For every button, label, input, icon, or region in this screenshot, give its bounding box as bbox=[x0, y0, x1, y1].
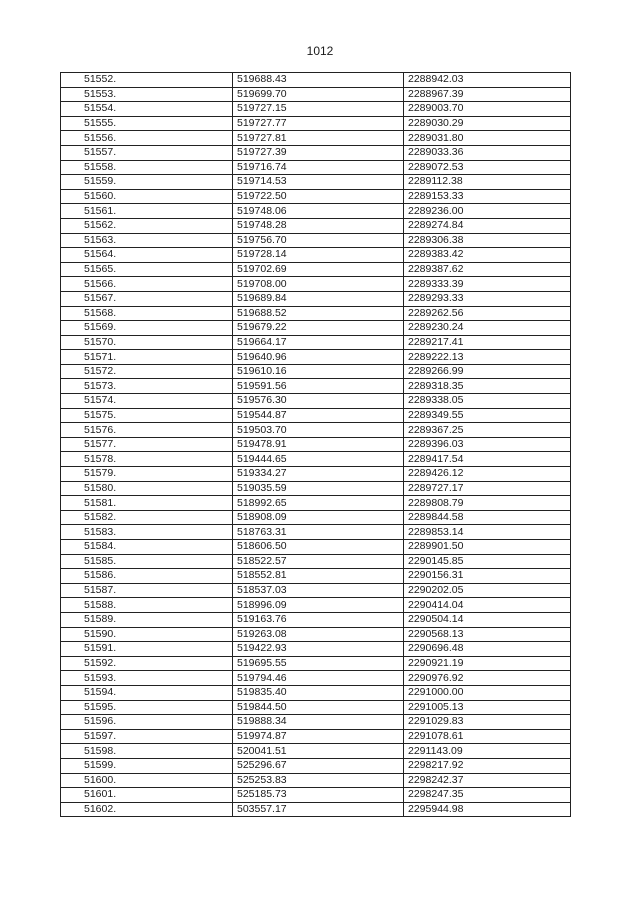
easting-cell: 519163.76 bbox=[233, 612, 404, 627]
easting-cell: 519444.65 bbox=[233, 452, 404, 467]
northing-cell: 2289387.62 bbox=[404, 262, 571, 277]
table-row bbox=[61, 350, 571, 365]
northing-cell: 2289003.70 bbox=[404, 102, 571, 117]
easting-cell: 519722.50 bbox=[233, 189, 404, 204]
table-row bbox=[61, 627, 571, 642]
easting-cell: 519835.40 bbox=[233, 685, 404, 700]
northing-cell: 2290145.85 bbox=[404, 554, 571, 569]
point-number-cell: 51575. bbox=[61, 408, 233, 423]
table-row bbox=[61, 583, 571, 598]
northing-cell: 2289153.33 bbox=[404, 189, 571, 204]
northing-cell: 2298217.92 bbox=[404, 758, 571, 773]
table-row bbox=[61, 671, 571, 686]
point-number-cell: 51565. bbox=[61, 262, 233, 277]
table-row bbox=[61, 715, 571, 730]
northing-cell: 2289217.41 bbox=[404, 335, 571, 350]
northing-cell: 2289844.58 bbox=[404, 510, 571, 525]
northing-cell: 2289274.84 bbox=[404, 218, 571, 233]
table-row bbox=[61, 656, 571, 671]
table-row bbox=[61, 744, 571, 759]
table-row bbox=[61, 102, 571, 117]
point-number-cell: 51569. bbox=[61, 321, 233, 336]
point-number-cell: 51594. bbox=[61, 685, 233, 700]
point-number-cell: 51554. bbox=[61, 102, 233, 117]
northing-cell: 2289727.17 bbox=[404, 481, 571, 496]
easting-cell: 519727.77 bbox=[233, 116, 404, 131]
northing-cell: 2289338.05 bbox=[404, 394, 571, 409]
easting-cell: 519702.69 bbox=[233, 262, 404, 277]
table-row bbox=[61, 554, 571, 569]
point-number-cell: 51561. bbox=[61, 204, 233, 219]
easting-cell: 519610.16 bbox=[233, 364, 404, 379]
easting-cell: 519748.28 bbox=[233, 218, 404, 233]
table-row bbox=[61, 306, 571, 321]
table-row bbox=[61, 262, 571, 277]
point-number-cell: 51590. bbox=[61, 627, 233, 642]
table-row bbox=[61, 525, 571, 540]
point-number-cell: 51573. bbox=[61, 379, 233, 394]
table-row bbox=[61, 335, 571, 350]
northing-cell: 2298247.35 bbox=[404, 788, 571, 803]
easting-cell: 503557.17 bbox=[233, 802, 404, 817]
northing-cell: 2289396.03 bbox=[404, 437, 571, 452]
easting-cell: 519591.56 bbox=[233, 379, 404, 394]
easting-cell: 519756.70 bbox=[233, 233, 404, 248]
easting-cell: 519708.00 bbox=[233, 277, 404, 292]
northing-cell: 2289236.00 bbox=[404, 204, 571, 219]
point-number-cell: 51564. bbox=[61, 248, 233, 263]
point-number-cell: 51601. bbox=[61, 788, 233, 803]
easting-cell: 518763.31 bbox=[233, 525, 404, 540]
table-row bbox=[61, 598, 571, 613]
table-row bbox=[61, 496, 571, 511]
easting-cell: 519714.53 bbox=[233, 175, 404, 190]
northing-cell: 2289318.35 bbox=[404, 379, 571, 394]
table-row bbox=[61, 510, 571, 525]
easting-cell: 519334.27 bbox=[233, 467, 404, 482]
northing-cell: 2289030.29 bbox=[404, 116, 571, 131]
table-row bbox=[61, 364, 571, 379]
easting-cell: 519748.06 bbox=[233, 204, 404, 219]
table-row bbox=[61, 175, 571, 190]
easting-cell: 518992.65 bbox=[233, 496, 404, 511]
northing-cell: 2289033.36 bbox=[404, 145, 571, 160]
northing-cell: 2289417.54 bbox=[404, 452, 571, 467]
point-number-cell: 51562. bbox=[61, 218, 233, 233]
table-row bbox=[61, 233, 571, 248]
northing-cell: 2289808.79 bbox=[404, 496, 571, 511]
easting-cell: 519422.93 bbox=[233, 642, 404, 657]
table-row bbox=[61, 481, 571, 496]
table-row bbox=[61, 685, 571, 700]
point-number-cell: 51556. bbox=[61, 131, 233, 146]
point-number-cell: 51552. bbox=[61, 73, 233, 88]
easting-cell: 519544.87 bbox=[233, 408, 404, 423]
point-number-cell: 51583. bbox=[61, 525, 233, 540]
table-row bbox=[61, 569, 571, 584]
point-number-cell: 51593. bbox=[61, 671, 233, 686]
northing-cell: 2289266.99 bbox=[404, 364, 571, 379]
northing-cell: 2289222.13 bbox=[404, 350, 571, 365]
northing-cell: 2289853.14 bbox=[404, 525, 571, 540]
point-number-cell: 51580. bbox=[61, 481, 233, 496]
table-row bbox=[61, 321, 571, 336]
point-number-cell: 51596. bbox=[61, 715, 233, 730]
table-row bbox=[61, 802, 571, 817]
easting-cell: 519503.70 bbox=[233, 423, 404, 438]
northing-cell: 2288942.03 bbox=[404, 73, 571, 88]
easting-cell: 520041.51 bbox=[233, 744, 404, 759]
table-row bbox=[61, 423, 571, 438]
easting-cell: 519716.74 bbox=[233, 160, 404, 175]
table-row bbox=[61, 277, 571, 292]
easting-cell: 518606.50 bbox=[233, 540, 404, 555]
northing-cell: 2289367.25 bbox=[404, 423, 571, 438]
northing-cell: 2290202.05 bbox=[404, 583, 571, 598]
northing-cell: 2289112.38 bbox=[404, 175, 571, 190]
point-number-cell: 51560. bbox=[61, 189, 233, 204]
easting-cell: 519679.22 bbox=[233, 321, 404, 336]
easting-cell: 518996.09 bbox=[233, 598, 404, 613]
point-number-cell: 51595. bbox=[61, 700, 233, 715]
northing-cell: 2291078.61 bbox=[404, 729, 571, 744]
easting-cell: 519695.55 bbox=[233, 656, 404, 671]
northing-cell: 2298242.37 bbox=[404, 773, 571, 788]
northing-cell: 2289031.80 bbox=[404, 131, 571, 146]
easting-cell: 525253.83 bbox=[233, 773, 404, 788]
point-number-cell: 51558. bbox=[61, 160, 233, 175]
point-number-cell: 51567. bbox=[61, 291, 233, 306]
easting-cell: 519727.39 bbox=[233, 145, 404, 160]
table-row bbox=[61, 248, 571, 263]
easting-cell: 525185.73 bbox=[233, 788, 404, 803]
northing-cell: 2290504.14 bbox=[404, 612, 571, 627]
point-number-cell: 51570. bbox=[61, 335, 233, 350]
easting-cell: 518522.57 bbox=[233, 554, 404, 569]
point-number-cell: 51581. bbox=[61, 496, 233, 511]
easting-cell: 519688.52 bbox=[233, 306, 404, 321]
table-row bbox=[61, 87, 571, 102]
table-row bbox=[61, 408, 571, 423]
northing-cell: 2289072.53 bbox=[404, 160, 571, 175]
northing-cell: 2290696.48 bbox=[404, 642, 571, 657]
northing-cell: 2289901.50 bbox=[404, 540, 571, 555]
northing-cell: 2289426.12 bbox=[404, 467, 571, 482]
table-row bbox=[61, 642, 571, 657]
easting-cell: 519576.30 bbox=[233, 394, 404, 409]
easting-cell: 519689.84 bbox=[233, 291, 404, 306]
northing-cell: 2290156.31 bbox=[404, 569, 571, 584]
point-number-cell: 51599. bbox=[61, 758, 233, 773]
easting-cell: 519640.96 bbox=[233, 350, 404, 365]
northing-cell: 2288967.39 bbox=[404, 87, 571, 102]
northing-cell: 2295944.98 bbox=[404, 802, 571, 817]
easting-cell: 519888.34 bbox=[233, 715, 404, 730]
easting-cell: 519688.43 bbox=[233, 73, 404, 88]
northing-cell: 2291143.09 bbox=[404, 744, 571, 759]
northing-cell: 2289306.38 bbox=[404, 233, 571, 248]
table-row bbox=[61, 160, 571, 175]
point-number-cell: 51588. bbox=[61, 598, 233, 613]
table-row bbox=[61, 773, 571, 788]
table-row bbox=[61, 291, 571, 306]
point-number-cell: 51572. bbox=[61, 364, 233, 379]
northing-cell: 2289293.33 bbox=[404, 291, 571, 306]
easting-cell: 519263.08 bbox=[233, 627, 404, 642]
easting-cell: 519699.70 bbox=[233, 87, 404, 102]
table-row bbox=[61, 189, 571, 204]
easting-cell: 518537.03 bbox=[233, 583, 404, 598]
northing-cell: 2289383.42 bbox=[404, 248, 571, 263]
table-row bbox=[61, 394, 571, 409]
point-number-cell: 51576. bbox=[61, 423, 233, 438]
table-row bbox=[61, 116, 571, 131]
easting-cell: 519727.81 bbox=[233, 131, 404, 146]
coordinate-table-body bbox=[61, 73, 571, 817]
point-number-cell: 51579. bbox=[61, 467, 233, 482]
easting-cell: 519844.50 bbox=[233, 700, 404, 715]
northing-cell: 2290568.13 bbox=[404, 627, 571, 642]
easting-cell: 518552.81 bbox=[233, 569, 404, 584]
northing-cell: 2289333.39 bbox=[404, 277, 571, 292]
point-number-cell: 51587. bbox=[61, 583, 233, 598]
easting-cell: 519727.15 bbox=[233, 102, 404, 117]
table-row bbox=[61, 145, 571, 160]
point-number-cell: 51578. bbox=[61, 452, 233, 467]
point-number-cell: 51592. bbox=[61, 656, 233, 671]
table-row bbox=[61, 729, 571, 744]
table-row bbox=[61, 788, 571, 803]
northing-cell: 2289349.55 bbox=[404, 408, 571, 423]
point-number-cell: 51568. bbox=[61, 306, 233, 321]
point-number-cell: 51591. bbox=[61, 642, 233, 657]
northing-cell: 2290921.19 bbox=[404, 656, 571, 671]
point-number-cell: 51566. bbox=[61, 277, 233, 292]
northing-cell: 2289262.56 bbox=[404, 306, 571, 321]
point-number-cell: 51563. bbox=[61, 233, 233, 248]
point-number-cell: 51553. bbox=[61, 87, 233, 102]
point-number-cell: 51586. bbox=[61, 569, 233, 584]
northing-cell: 2289230.24 bbox=[404, 321, 571, 336]
table-row bbox=[61, 612, 571, 627]
northing-cell: 2291029.83 bbox=[404, 715, 571, 730]
point-number-cell: 51598. bbox=[61, 744, 233, 759]
table-row bbox=[61, 700, 571, 715]
point-number-cell: 51582. bbox=[61, 510, 233, 525]
point-number-cell: 51559. bbox=[61, 175, 233, 190]
table-row bbox=[61, 131, 571, 146]
point-number-cell: 51597. bbox=[61, 729, 233, 744]
page-number: 1012 bbox=[306, 44, 334, 58]
northing-cell: 2291000.00 bbox=[404, 685, 571, 700]
point-number-cell: 51571. bbox=[61, 350, 233, 365]
northing-cell: 2291005.13 bbox=[404, 700, 571, 715]
table-row bbox=[61, 204, 571, 219]
northing-cell: 2290976.92 bbox=[404, 671, 571, 686]
easting-cell: 519664.17 bbox=[233, 335, 404, 350]
point-number-cell: 51589. bbox=[61, 612, 233, 627]
easting-cell: 519035.59 bbox=[233, 481, 404, 496]
table-row bbox=[61, 758, 571, 773]
table-row bbox=[61, 540, 571, 555]
northing-cell: 2290414.04 bbox=[404, 598, 571, 613]
point-number-cell: 51585. bbox=[61, 554, 233, 569]
easting-cell: 519794.46 bbox=[233, 671, 404, 686]
table-row bbox=[61, 452, 571, 467]
point-number-cell: 51557. bbox=[61, 145, 233, 160]
table-row bbox=[61, 437, 571, 452]
point-number-cell: 51577. bbox=[61, 437, 233, 452]
easting-cell: 519728.14 bbox=[233, 248, 404, 263]
table-row bbox=[61, 73, 571, 88]
coordinate-table bbox=[60, 72, 571, 817]
point-number-cell: 51574. bbox=[61, 394, 233, 409]
easting-cell: 519478.91 bbox=[233, 437, 404, 452]
point-number-cell: 51584. bbox=[61, 540, 233, 555]
table-row bbox=[61, 218, 571, 233]
point-number-cell: 51555. bbox=[61, 116, 233, 131]
point-number-cell: 51602. bbox=[61, 802, 233, 817]
easting-cell: 525296.67 bbox=[233, 758, 404, 773]
easting-cell: 519974.87 bbox=[233, 729, 404, 744]
table-row bbox=[61, 467, 571, 482]
table-row bbox=[61, 379, 571, 394]
easting-cell: 518908.09 bbox=[233, 510, 404, 525]
point-number-cell: 51600. bbox=[61, 773, 233, 788]
